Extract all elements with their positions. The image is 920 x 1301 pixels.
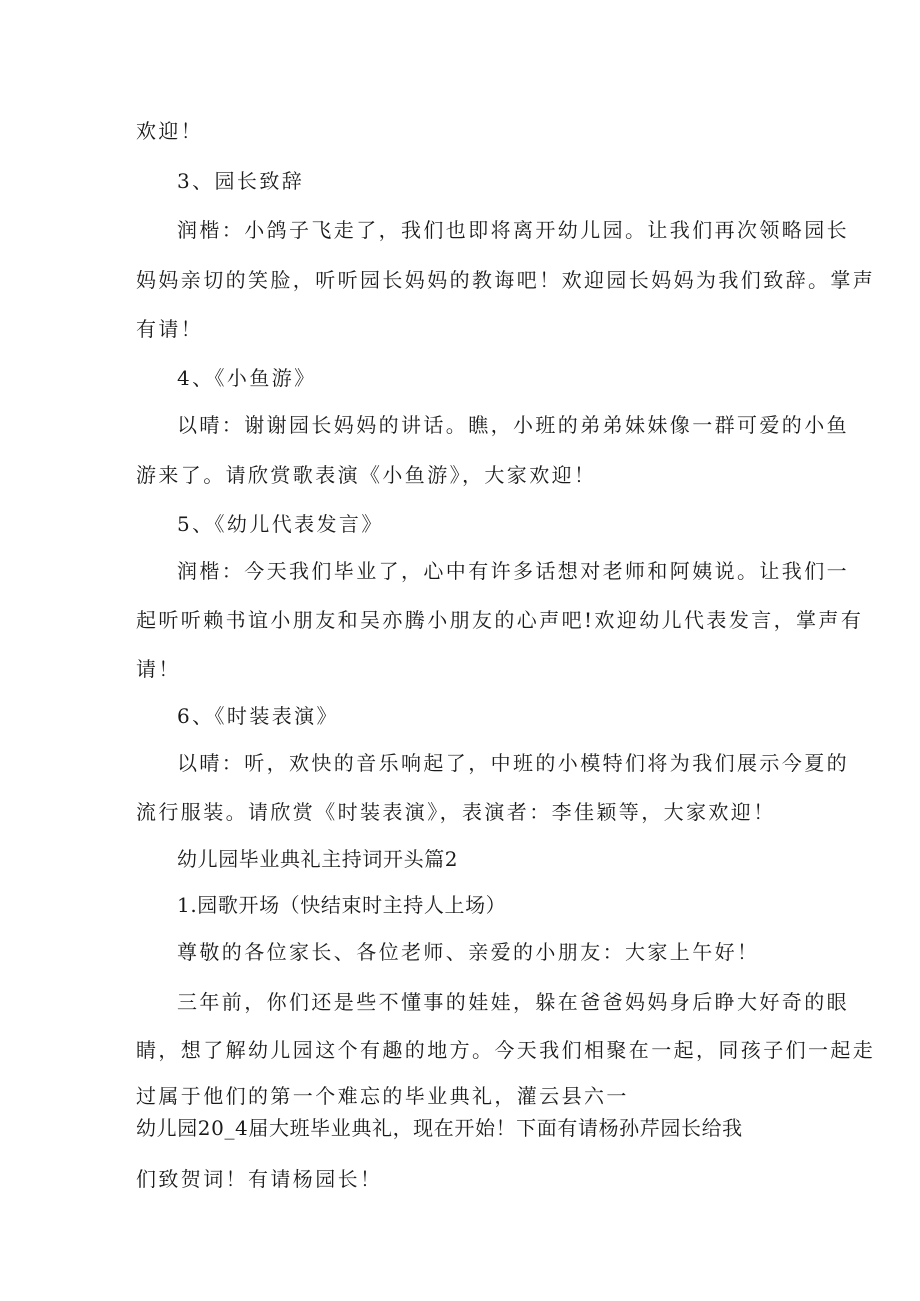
text-line: 幼儿园20_4届大班毕业典礼，现在开始！下面有请杨孙芹园长给我: [136, 1116, 743, 1140]
text-line: 润楷：今天我们毕业了，心中有许多话想对老师和阿姨说。让我们一: [177, 559, 849, 583]
text-line: 三年前，你们还是些不懂事的娃娃，躲在爸爸妈妈身后睁大好奇的眼: [177, 990, 849, 1014]
text-line: 流行服装。请欣赏《时装表演》，表演者：李佳颖等，大家欢迎！: [136, 800, 776, 824]
text-line: 尊敬的各位家长、各位老师、亲爱的小朋友：大家上午好！: [177, 940, 760, 964]
text-line: 以晴：听，欢快的音乐响起了，中班的小模特们将为我们展示今夏的: [177, 751, 849, 775]
text-line: 欢迎！: [136, 119, 204, 143]
section-heading: 6、《时装表演》: [177, 704, 339, 728]
text-line: 游来了。请欣赏歌表演《小鱼游》，大家欢迎！: [136, 463, 597, 487]
section-heading: 5、《幼儿代表发言》: [177, 512, 384, 536]
text-line: 过属于他们的第一个难忘的毕业典礼，灌云县六一: [136, 1084, 629, 1108]
article-subtitle: 幼儿园毕业典礼主持词开头篇2: [177, 847, 459, 871]
section-heading: 1.园歌开场（快结束时主持人上场）: [177, 893, 507, 917]
text-line: 有请！: [136, 317, 204, 341]
section-heading: 3、园长致辞: [177, 169, 305, 193]
text-line: 妈妈亲切的笑脸，听听园长妈妈的教诲吧！欢迎园长妈妈为我们致辞。掌声: [136, 268, 876, 292]
text-line: 以晴：谢谢园长妈妈的讲话。瞧，小班的弟弟妹妹像一群可爱的小鱼: [177, 413, 849, 437]
text-line: 润楷：小鸽子飞走了，我们也即将离开幼儿园。让我们再次领略园长: [177, 218, 849, 242]
section-heading: 4、《小鱼游》: [177, 366, 317, 390]
text-line: 起听听赖书谊小朋友和吴亦腾小朋友的心声吧!欢迎幼儿代表发言，掌声有: [136, 608, 864, 632]
text-line: 睛，想了解幼儿园这个有趣的地方。今天我们相聚在一起，同孩子们一起走: [136, 1038, 876, 1062]
text-line: 们致贺词！有请杨园长！: [136, 1167, 383, 1191]
text-line: 请！: [136, 657, 181, 681]
